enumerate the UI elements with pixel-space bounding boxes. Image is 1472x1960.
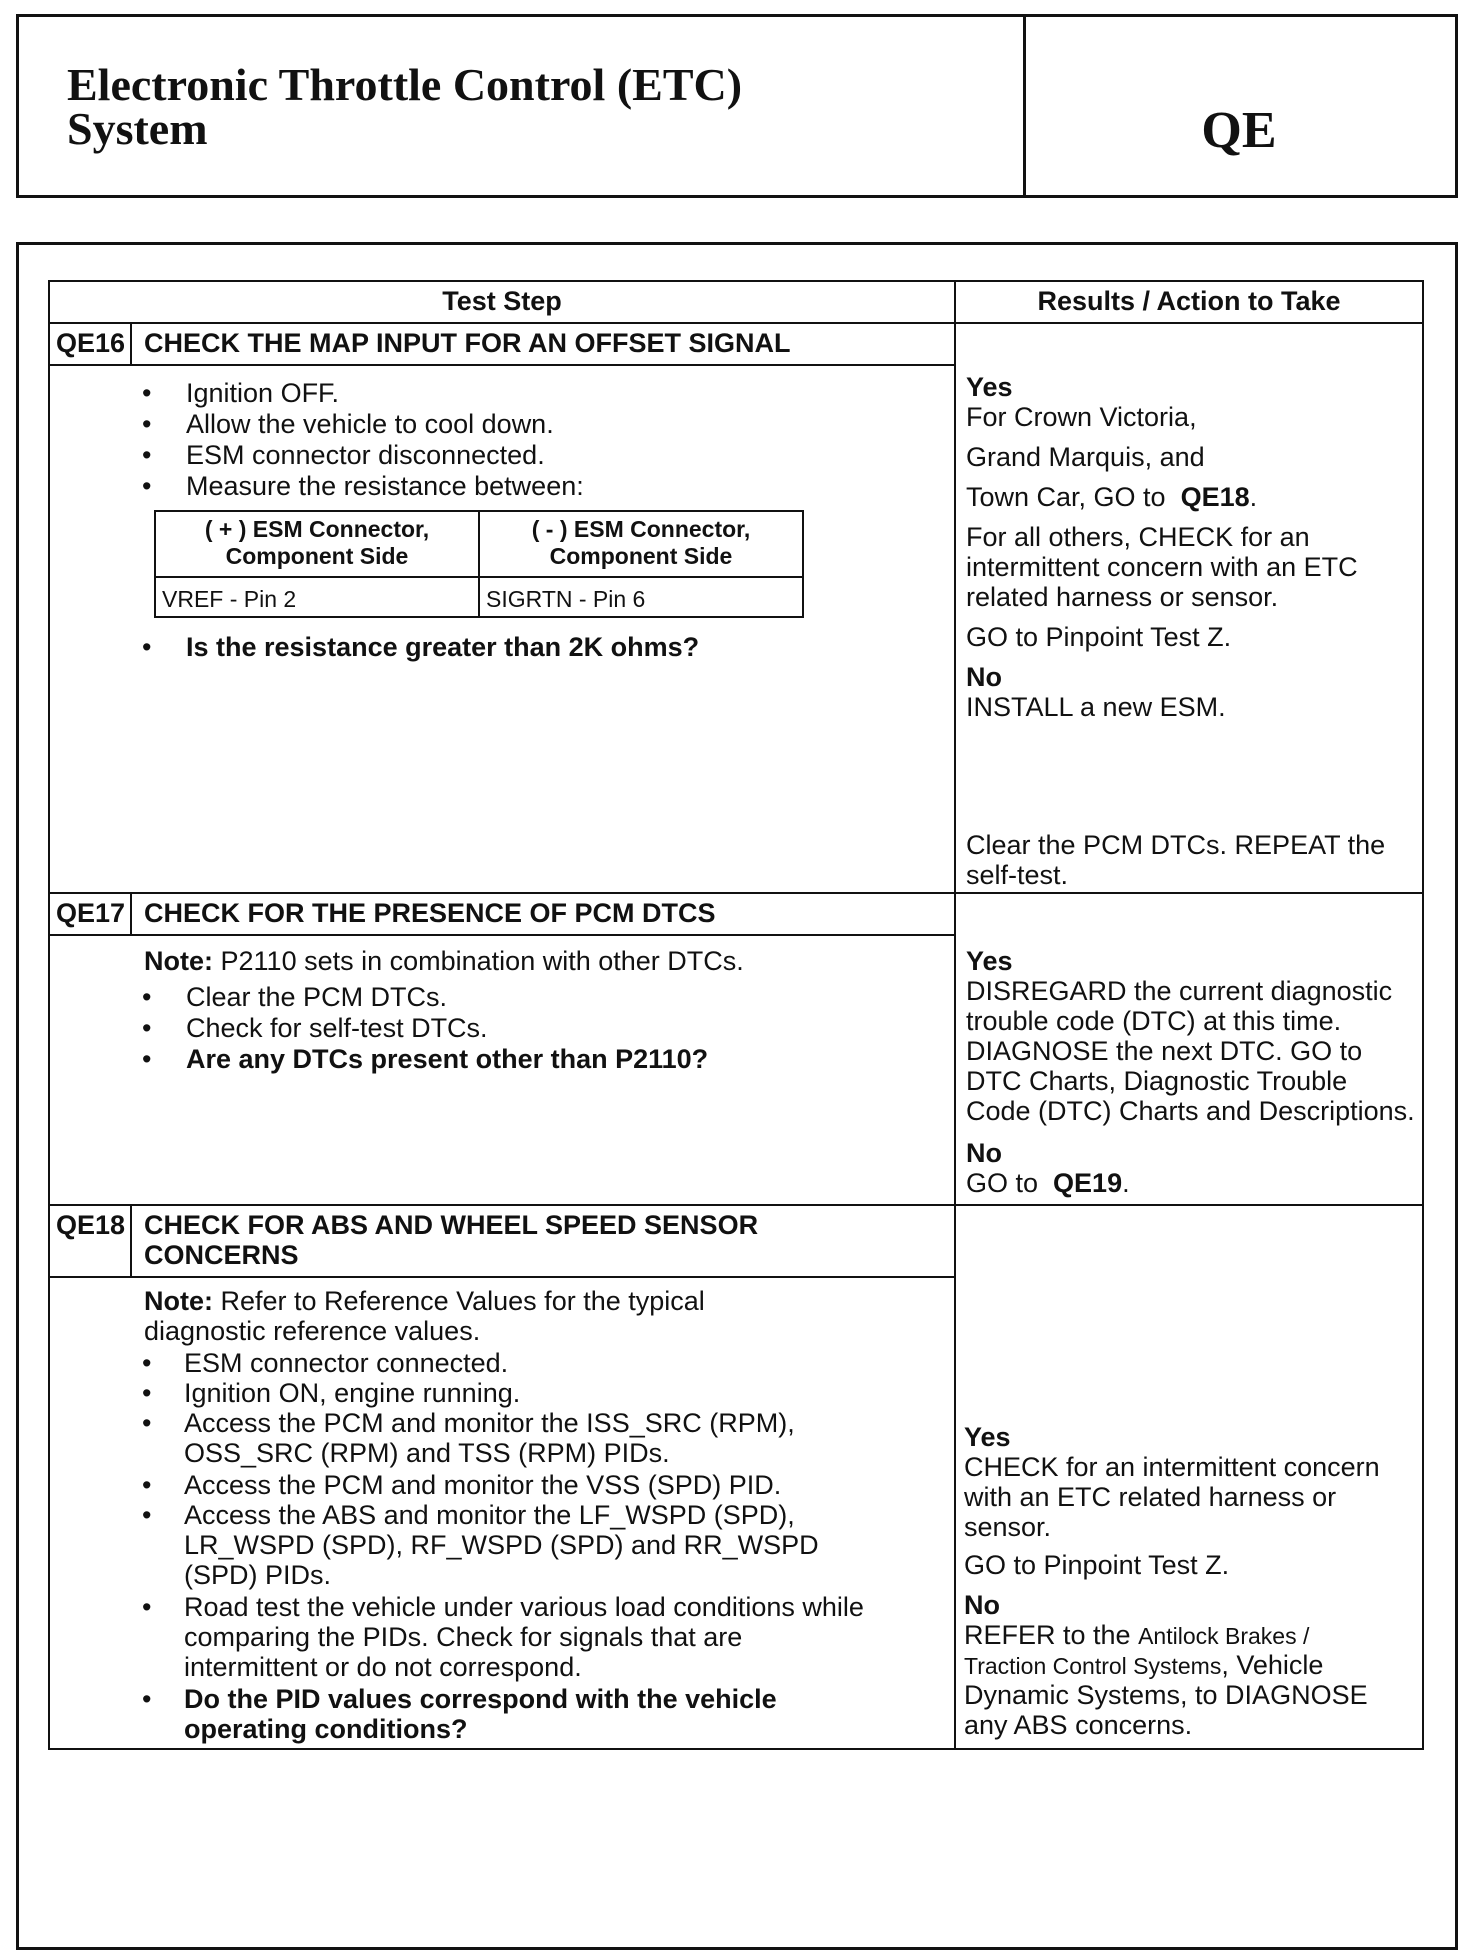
step-id: QE18: [56, 1210, 126, 1240]
step-bullet: Road test the vehicle under various load conditions while: [184, 1592, 864, 1622]
sub-cell-vref: VREF - Pin 2: [162, 586, 297, 612]
result-line: DIAGNOSE the next DTC. GO to: [966, 1036, 1363, 1066]
step-title-divider: [50, 364, 954, 366]
column-divider: [954, 282, 956, 1748]
yes-label: Yes: [966, 372, 1013, 402]
sub-header-plus: [156, 516, 478, 570]
no-label: No: [964, 1590, 1000, 1620]
step-question: Do the PID values correspond with the vehicle: [184, 1684, 777, 1714]
result-line: [966, 482, 1257, 513]
result-line: [964, 1620, 1309, 1652]
result-text: GO to: [966, 1168, 1039, 1198]
pinpoint-test-link[interactable]: GO to Pinpoint Test Z.: [964, 1550, 1230, 1580]
pinpoint-test-link[interactable]: GO to Pinpoint Test Z.: [966, 622, 1232, 652]
step-question: Is the resistance greater than 2K ohms?: [186, 632, 700, 662]
bullet-icon: •: [142, 632, 152, 662]
sub-header-plus-line-2: Component Side: [225, 543, 409, 569]
bullet-icon: •: [142, 1013, 152, 1043]
step-id: QE16: [56, 328, 126, 358]
page-title-line-2: System: [67, 103, 208, 154]
result-line: sensor.: [964, 1512, 1052, 1542]
no-label: No: [966, 662, 1002, 692]
result-text: Town Car, GO to: [966, 482, 1166, 512]
test-step-table: [48, 280, 1424, 1750]
step-bullet: Access the ABS and monitor the LF_WSPD (SPD),: [184, 1500, 795, 1530]
step-bullet: Ignition OFF.: [186, 378, 340, 408]
result-line: [964, 1650, 1323, 1682]
step-title-divider: [50, 1276, 954, 1278]
punctuation: .: [1122, 1168, 1130, 1198]
col-header-results: Results / Action to Take: [1037, 286, 1341, 316]
result-text: , Vehicle: [1221, 1650, 1324, 1680]
yes-label: Yes: [964, 1422, 1011, 1452]
step-bullet: Measure the resistance between:: [186, 471, 584, 501]
result-line: Grand Marquis, and: [966, 442, 1205, 472]
step-title-line-1: CHECK FOR ABS AND WHEEL SPEED SENSOR: [144, 1210, 759, 1240]
result-line: DTC Charts, Diagnostic Trouble: [966, 1066, 1348, 1096]
note-text-line-2: diagnostic reference values.: [144, 1316, 481, 1346]
step-bullet: Access the PCM and monitor the ISS_SRC (RPM),: [184, 1408, 795, 1438]
qe18-link[interactable]: QE18: [1180, 482, 1250, 512]
bullet-icon: •: [142, 378, 152, 408]
step-id-divider: [130, 892, 132, 934]
pin-resistance-table: [154, 510, 804, 618]
result-text: REFER to the: [964, 1620, 1131, 1650]
bullet-icon: •: [142, 1470, 152, 1500]
result-line: CHECK for an intermittent concern: [964, 1452, 1380, 1482]
step-bullet: Ignition ON, engine running.: [184, 1378, 521, 1408]
sub-header-minus-line-2: Component Side: [549, 543, 733, 569]
bullet-icon: •: [142, 1408, 152, 1438]
header-row-divider: [50, 322, 1422, 324]
bullet-icon: •: [142, 982, 152, 1012]
step-title-line-2: CONCERNS: [144, 1240, 299, 1270]
sub-header-minus-line-1: ( - ) ESM Connector,: [531, 516, 751, 542]
result-line: INSTALL a new ESM.: [966, 692, 1226, 722]
step-question: Are any DTCs present other than P2110?: [186, 1044, 709, 1074]
dtc-charts-link[interactable]: Code (DTC) Charts and Descriptions.: [966, 1096, 1415, 1126]
step-id-divider: [130, 322, 132, 364]
note-text: Refer to Reference Values for the typical: [220, 1286, 705, 1316]
step-title: CHECK THE MAP INPUT FOR AN OFFSET SIGNAL: [144, 328, 791, 358]
bullet-icon: •: [142, 1684, 152, 1714]
result-line: [966, 1168, 1130, 1199]
no-label: No: [966, 1138, 1002, 1168]
step-bullet: Access the PCM and monitor the VSS (SPD) PID.: [184, 1470, 782, 1500]
step-title: CHECK FOR THE PRESENCE OF PCM DTCS: [144, 898, 716, 928]
result-line: self-test.: [966, 860, 1069, 890]
note-text: P2110 sets in combination with other DTCs.: [220, 946, 744, 976]
sub-header-plus-line-1: ( + ) ESM Connector,: [204, 516, 430, 542]
yes-label: Yes: [966, 946, 1013, 976]
step-id: QE17: [56, 898, 126, 928]
section-code: QE: [1201, 102, 1277, 159]
step-bullet: Clear the PCM DTCs.: [186, 982, 448, 1012]
page-header: [16, 14, 1458, 198]
sub-cell-sigrtn: SIGRTN - Pin 6: [486, 586, 646, 612]
result-line: trouble code (DTC) at this time.: [966, 1006, 1342, 1036]
row-divider: [50, 1204, 1422, 1206]
result-line: related harness or sensor.: [966, 582, 1279, 612]
step-title-divider: [50, 934, 954, 936]
step-bullet-cont: comparing the PIDs. Check for signals that are: [184, 1622, 743, 1652]
step-bullet-cont: (SPD) PIDs.: [184, 1560, 332, 1590]
step-bullet: Check for self-test DTCs.: [186, 1013, 488, 1043]
punctuation: .: [1249, 482, 1258, 512]
result-line: any ABS concerns.: [964, 1710, 1193, 1740]
step-note: [144, 1286, 705, 1317]
bullet-icon: •: [142, 471, 152, 501]
col-header-test-step: Test Step: [442, 286, 562, 316]
sub-header-divider: [156, 576, 802, 578]
step-bullet-cont: OSS_SRC (RPM) and TSS (RPM) PIDs.: [184, 1438, 670, 1468]
result-line: For Crown Victoria,: [966, 402, 1197, 432]
result-line: For all others, CHECK for an: [966, 522, 1310, 552]
qe19-link[interactable]: QE19: [1053, 1168, 1123, 1198]
bullet-icon: •: [142, 1592, 152, 1622]
step-bullet: ESM connector disconnected.: [186, 440, 545, 470]
step-id-divider: [130, 1204, 132, 1276]
bullet-icon: •: [142, 1378, 152, 1408]
page-title-line-1: Electronic Throttle Control (ETC): [67, 59, 743, 110]
step-question-cont: operating conditions?: [184, 1714, 468, 1744]
result-line: Clear the PCM DTCs. REPEAT the: [966, 830, 1386, 860]
step-bullet: Allow the vehicle to cool down.: [186, 409, 554, 439]
traction-control-link[interactable]: Traction Control Systems: [964, 1653, 1222, 1679]
page-title: [67, 59, 743, 154]
step-bullet-cont: LR_WSPD (SPD), RF_WSPD (SPD) and RR_WSPD: [184, 1530, 819, 1560]
bullet-icon: •: [142, 1348, 152, 1378]
bullet-icon: •: [142, 1500, 152, 1530]
bullet-icon: •: [142, 409, 152, 439]
antilock-brakes-link[interactable]: Antilock Brakes /: [1138, 1623, 1310, 1649]
note-label: Note:: [144, 946, 213, 976]
bullet-icon: •: [142, 1044, 152, 1074]
bullet-icon: •: [142, 440, 152, 470]
step-note: [144, 946, 744, 977]
row-divider: [50, 892, 1422, 894]
note-label: Note:: [144, 1286, 213, 1316]
result-line: DISREGARD the current diagnostic: [966, 976, 1393, 1006]
sub-header-minus: [480, 516, 802, 570]
result-line: Dynamic Systems, to DIAGNOSE: [964, 1680, 1368, 1710]
step-bullet: ESM connector connected.: [184, 1348, 509, 1378]
step-bullet-cont: intermittent or do not correspond.: [184, 1652, 582, 1682]
result-line: intermittent concern with an ETC: [966, 552, 1358, 582]
result-line: with an ETC related harness or: [964, 1482, 1337, 1512]
